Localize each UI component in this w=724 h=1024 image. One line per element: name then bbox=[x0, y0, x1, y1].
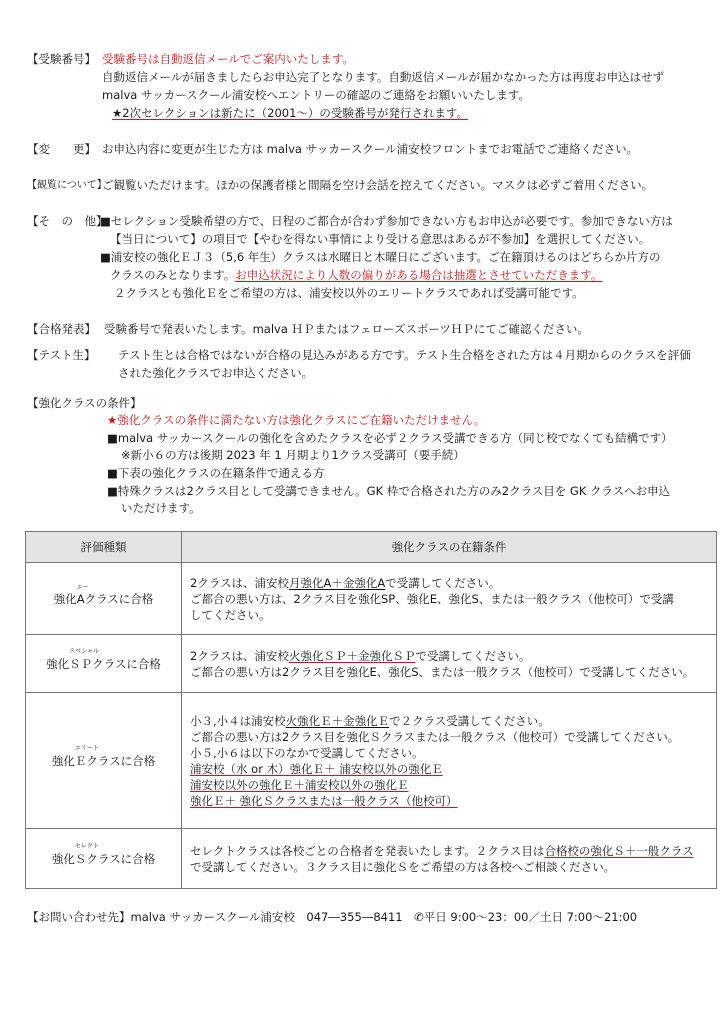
result-text: 受験番号で発表いたします。malva ＨＰまたはフェローズスポーツＨＰにてご確認ください。 bbox=[104, 322, 589, 336]
class-name-a: 強化 エー Aクラスに合格 bbox=[26, 563, 182, 635]
table-header-conditions: 強化クラスの在籍条件 bbox=[182, 532, 717, 563]
class-name-sp: 強化 スペシャル ＳＰクラスに合格 bbox=[26, 635, 182, 693]
other-line5: ２クラスとも強化Ｅをご希望の方は、浦安校以外のエリートクラスであれば受講可能です。 bbox=[114, 286, 584, 300]
other-label: 【そ の 他】 bbox=[27, 214, 108, 228]
class-name-s: 強化 セレクト Ｓクラスに合格 bbox=[26, 829, 182, 889]
conditions-line1: ★強化クラスの条件に満たない方は強化クラスにご在籍いただけません。 bbox=[107, 413, 486, 427]
result-label: 【合格発表】 bbox=[27, 322, 96, 336]
trial-line2: された強化クラスでお申込ください。 bbox=[118, 366, 314, 380]
watching-text: ご観覧いただけます。ほかの保護者様と間隔を空け会話を控えてください。マスクは必ずご着用ください。 bbox=[102, 178, 654, 192]
table-header-row bbox=[26, 532, 717, 563]
table-row bbox=[26, 563, 717, 635]
contact-line: 【お問い合わせ先】malva サッカースクール浦安校 047―355―8411 ✆平日 9:00～23：00／土日 7:00～21:00 bbox=[27, 910, 638, 924]
ruby-s: セレクト bbox=[74, 842, 99, 850]
ruby-e: エリート bbox=[74, 744, 99, 752]
class-conditions-s: セレクトクラスは各校ごとの合格者を発表いたします。２クラス目は合格校の強化Ｓ＋一般クラス で受講してください。３クラス目に強化Ｓをご希望の方は各校へご相談ください。 bbox=[182, 829, 717, 889]
other-line1: ■セレクション受験希望の方で、日程のご都合が合わず参加できない方もお申込が必要です。参加できない方は bbox=[100, 214, 673, 228]
conditions-label: 【強化クラスの条件】 bbox=[27, 396, 142, 410]
exam-number-line2: 自動返信メールが届きましたらお申込完了となります。自動返信メールが届かなかった方は再度お申込はせず bbox=[102, 70, 665, 84]
ruby-sp: スペシャル bbox=[69, 647, 100, 655]
conditions-line5: ■特殊クラスは2クラス目として受講できません。GK 枠で合格された方のみ2クラス目を GK クラスへお申込 bbox=[107, 484, 671, 498]
conditions-line4: ■下表の強化クラスの在籍条件で通える方 bbox=[107, 466, 325, 480]
change-text: お申込内容に変更が生じた方は malva サッカースクール浦安校フロントまでお電話でご連絡ください。 bbox=[102, 142, 639, 156]
other-line2: 【当日について】の項目で【やむを得ない事情により受ける意思はあるが不参加】を選択してください。 bbox=[110, 232, 651, 246]
class-name-e: 強化 エリート Ｅクラスに合格 bbox=[26, 693, 182, 829]
other-line3: ■浦安校の強化ＥＪ３（5,6 年生）クラスは水曜日と木曜日にございます。ご在籍頂けるのはどちらか片方の bbox=[100, 250, 661, 264]
table-row bbox=[26, 693, 717, 829]
trial-line1: テスト生とは合格ではないが合格の見込みがある方です。テスト生合格をされた方は４月期からのクラスを評価 bbox=[118, 348, 691, 362]
exam-number-label: 【受験番号】 bbox=[27, 52, 96, 66]
class-conditions-table bbox=[25, 531, 717, 889]
exam-number-line1: 受験番号は自動返信メールでご案内いたします。 bbox=[102, 52, 354, 66]
class-conditions-sp: 2クラスは、浦安校火強化ＳＰ＋金強化ＳＰで受講してください。 ご都合の悪い方は2クラス目を強化E、強化S、または一般クラス（他校可）で受講してください。 bbox=[182, 635, 717, 693]
table-row bbox=[26, 635, 717, 693]
other-line4-b: お申込状況により人数の偏りがある場合は抽選とさせていただきます。 bbox=[235, 268, 603, 282]
trial-label: 【テスト生】 bbox=[27, 348, 96, 362]
ruby-a: エー bbox=[76, 583, 89, 591]
exam-number-line4: ★2次セレクションは新たに（2001～）の受験番号が発行されます。 bbox=[112, 106, 469, 120]
conditions-line2: ■malva サッカースクールの強化を含めたクラスを必ず２クラス受講できる方（同じ校でなくても結構です） bbox=[107, 431, 673, 445]
exam-number-line3: malva サッカースクール浦安校へエントリーの確認のご連絡をお願いいたします。 bbox=[102, 88, 530, 102]
change-label: 【変 更】 bbox=[27, 142, 96, 156]
other-line4-a: クラスのみとなります。 bbox=[110, 268, 236, 282]
other-line4 bbox=[110, 268, 602, 283]
class-conditions-a: 2クラスは、浦安校月強化A＋金強化Aで受講してください。 ご都合の悪い方は、2クラス目を強化SP、強化E、強化S、または一般クラス（他校可）で受講 してください。 bbox=[182, 563, 717, 635]
class-conditions-e: 小３,小４は浦安校火強化Ｅ＋金強化Ｅで２クラス受講してください。 ご都合の悪い方は2クラス目を強化Ｓクラスまたは一般クラス（他校可）で受講してください。 小５,小６は以下のなかで受講してください。 浦安校（水 or 木）強化Ｅ＋ 浦安校以外の強化Ｅ 浦安校以外の強化Ｅ＋浦安校以外の強化Ｅ 強化Ｅ＋ 強化Ｓクラスまたは一般クラス（他校可） bbox=[182, 693, 717, 829]
conditions-line6: いただけます。 bbox=[121, 501, 201, 515]
conditions-line3: ※新小６の方は後期 2023 年 1 月期より1クラス受講可（要手続） bbox=[121, 448, 465, 462]
table-row bbox=[26, 829, 717, 889]
watching-label: 【観覧について】 bbox=[27, 180, 107, 191]
table-header-type: 評価種類 bbox=[26, 532, 182, 563]
